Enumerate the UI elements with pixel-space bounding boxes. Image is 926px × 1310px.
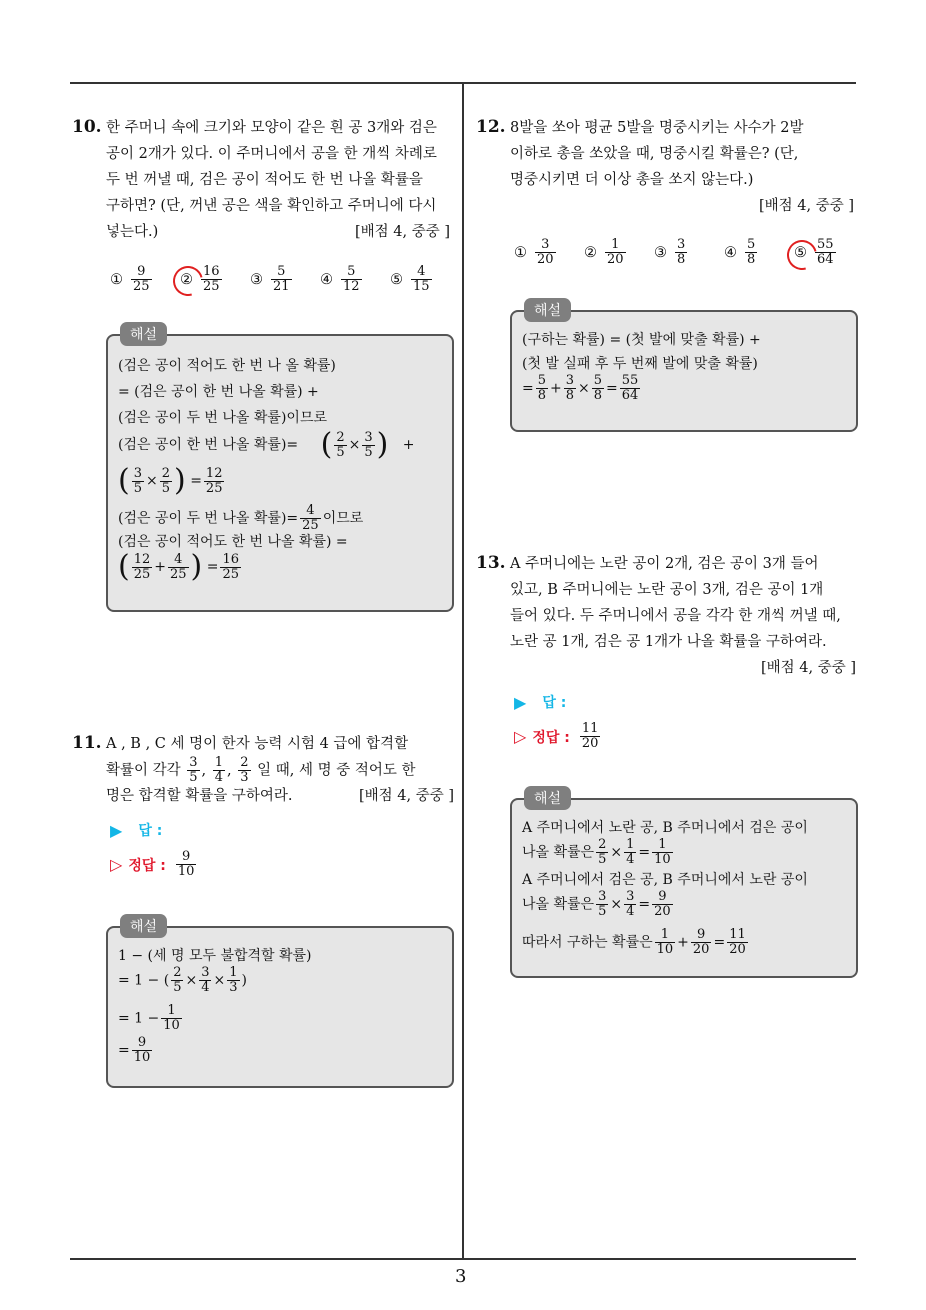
question-text-line: 있고, B 주머니에는 노란 공이 3개, 검은 공이 1개 (510, 582, 824, 598)
solution-tab: 해설 (524, 298, 571, 322)
solution-line: ( $\frac{3}{5}$ × $\frac{2}{5}$ ) = $\frac{12}{25}$ (118, 463, 223, 498)
choice-2[interactable]: ② $\frac{1}{20}$ (584, 237, 624, 267)
question-number: 13. (476, 553, 506, 573)
choice-4[interactable]: ④ $\frac{5}{8}$ (724, 237, 756, 267)
question-text-line: 명은 합격할 확률을 구하여라. (106, 788, 293, 804)
points-label: [배점 4, 중중 ] (758, 198, 854, 214)
correct-answer-row: ▷ 정답 : $\frac{11}{20}$ (514, 721, 599, 751)
solution-line: A 주머니에서 노란 공, B 주머니에서 검은 공이 (522, 820, 808, 836)
question-number: 12. (476, 117, 506, 137)
solution-line: = 1 − $\frac{1}{10}$ (118, 1003, 180, 1033)
points-label: [배점 4, 중중 ] (354, 224, 450, 240)
choice-3[interactable]: ③ $\frac{3}{8}$ (654, 237, 686, 267)
question-text-line: A , B , C 세 명이 한자 능력 시험 4 급에 합격할 (106, 736, 409, 752)
question-text-line: 8발을 쏘아 평균 5발을 명중시키는 사수가 2발 (510, 120, 804, 136)
solution-line: (검은 공이 적어도 한 번 나 올 확률) (118, 358, 336, 374)
question-text-line: 명중시키면 더 이상 총을 쏘지 않는다.) (510, 172, 754, 188)
question-text-line: 노란 공 1개, 검은 공 1개가 나올 확률을 구하여라. (510, 634, 827, 650)
question-text-line: 두 번 꺼낼 때, 검은 공이 적어도 한 번 나올 확률을 (106, 172, 423, 188)
solution-line: A 주머니에서 검은 공, B 주머니에서 노란 공이 (522, 872, 808, 888)
choice-4[interactable]: ④ $\frac{5}{12}$ (320, 264, 360, 294)
outline-play-icon: ▷ (110, 855, 123, 874)
choice-5[interactable]: ⑤ $\frac{55}{64}$ (794, 237, 834, 267)
solution-line: (검은 공이 두 번 나올 확률)= $\frac{4}{25}$ 이므로 (118, 503, 364, 533)
choice-1[interactable]: ① $\frac{3}{20}$ (514, 237, 554, 267)
correct-answer-row: ▷ 정답 : $\frac{9}{10}$ (110, 849, 195, 879)
solution-tab: 해설 (524, 786, 571, 810)
question-text-line: 공이 2개가 있다. 이 주머니에서 공을 한 개씩 차례로 (106, 146, 437, 162)
question-text-line: 이하로 총을 쏘았을 때, 명중시킬 확률은? (단, (510, 146, 799, 162)
question-text-line: 한 주머니 속에 크기와 모양이 같은 흰 공 3개와 검은 (106, 120, 437, 136)
question-text-line: 확률이 각각 $\frac{3}{5}$ , $\frac{1}{4}$ , $\frac{2}{3}$ 일 때, 세 명 중 적어도 한 (106, 755, 416, 785)
page-number: 3 (455, 1266, 467, 1287)
points-label: [배점 4, 중중 ] (358, 788, 454, 804)
solution-tab: 해설 (120, 914, 167, 938)
points-label: [배점 4, 중중 ] (760, 660, 856, 676)
question-number: 11. (72, 733, 102, 753)
question-number: 10. (72, 117, 102, 137)
solution-line: (검은 공이 두 번 나올 확률)이므로 (118, 410, 327, 426)
outline-play-icon: ▷ (514, 727, 527, 746)
solution-line: 1 − (세 명 모두 불합격할 확률) (118, 948, 312, 964)
solution-line: 나올 확률은 $\frac{3}{5}$ × $\frac{3}{4}$ = $\frac{9}{20}$ (522, 889, 671, 919)
solution-line: (구하는 확률) = (첫 발에 맞출 확률) + (522, 332, 761, 348)
solution-line: ( $\frac{12}{25}$ + $\frac{4}{25}$ ) = $\frac{16}{25}$ (118, 549, 239, 584)
column-divider (462, 82, 464, 1258)
play-icon: ▶ (110, 820, 123, 840)
solution-line: = (검은 공이 한 번 나올 확률) + (118, 384, 319, 400)
question-text-line: 넣는다.) (106, 224, 159, 240)
play-icon: ▶ (514, 692, 527, 712)
bottom-rule (70, 1258, 856, 1260)
choice-2[interactable]: ② $\frac{16}{25}$ (180, 264, 220, 294)
solution-line: 나올 확률은 $\frac{2}{5}$ × $\frac{1}{4}$ = $\frac{1}{10}$ (522, 837, 671, 867)
solution-line: (검은 공이 한 번 나올 확률)= ( $\frac{2}{5}$ × $\frac{3}{5}$ ) + (118, 427, 415, 462)
choice-5[interactable]: ⑤ $\frac{4}{15}$ (390, 264, 430, 294)
answer-row: ▶ 답 : (514, 692, 567, 712)
choice-3[interactable]: ③ $\frac{5}{21}$ (250, 264, 290, 294)
answer-row: ▶ 답 : (110, 820, 163, 840)
question-text-line: 들어 있다. 두 주머니에서 공을 각각 한 개씩 꺼낼 때, (510, 608, 841, 624)
solution-line: = 1 − ( $\frac{2}{5}$ × $\frac{3}{4}$ × $\frac{1}{3}$ ) (118, 965, 247, 995)
choice-1[interactable]: ① $\frac{9}{25}$ (110, 264, 150, 294)
solution-line: = $\frac{5}{8}$ + $\frac{3}{8}$ × $\frac{5}{8}$ = $\frac{55}{64}$ (522, 373, 639, 403)
question-text-line: 구하면? (단, 꺼낸 공은 색을 확인하고 주머니에 다시 (106, 198, 437, 214)
solution-tab: 해설 (120, 322, 167, 346)
question-text-line: A 주머니에는 노란 공이 2개, 검은 공이 3개 들어 (510, 556, 819, 572)
solution-line: (검은 공이 적어도 한 번 나올 확률) = (118, 534, 348, 550)
solution-line: = $\frac{9}{10}$ (118, 1035, 151, 1065)
solution-line: 따라서 구하는 확률은 $\frac{1}{10}$ + $\frac{9}{20}$ = $\frac{11}{20}$ (522, 927, 746, 957)
solution-line: (첫 발 실패 후 두 번째 발에 맞출 확률) (522, 356, 758, 372)
